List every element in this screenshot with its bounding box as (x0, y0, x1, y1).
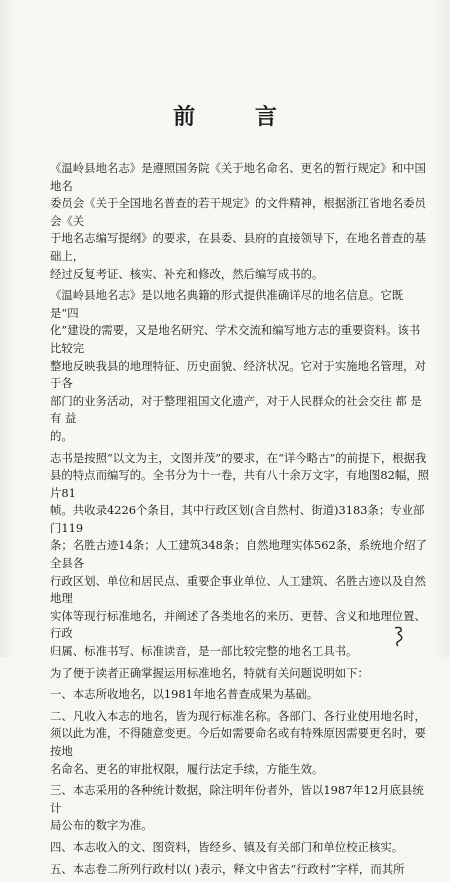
text-line: 于地名志编写提纲》的要求，在县委、县府的直接领导下，在地名普查的基础上， (50, 231, 426, 263)
text-line: 二、凡收入本志的地名，皆为现行标准名称。各部门、各行业使用地名时， (50, 708, 426, 723)
text-line: 五、本志卷二所列行政村以( )表示，释文中省去“行政村”字样，而其所 (50, 861, 405, 876)
text-line: 《温岭县地名志》是遵照国务院《关于地名命名、更名的暂行规定》和中国地名 (50, 161, 426, 193)
text-line: 化”建设的需要，又是地名研究、学术交流和编写地方志的重要资料。该书比较完 (50, 323, 421, 355)
text-line: 局公布的数字为准。 (50, 818, 153, 833)
text-line: 实体等现行标准地名，并阐述了各类地名的来历、更替、含义和地理位置、行政 (50, 608, 426, 641)
list-item (50, 861, 430, 879)
text-line: 一、本志所收地名，以1981年地名普查成果为基础。 (50, 687, 319, 702)
list-item (50, 686, 430, 704)
text-line: 的。 (50, 428, 73, 443)
list-item (50, 839, 430, 857)
text-line: 须以此为准，不得随意变更。今后如需要命名或有特殊原因需要更名时，要按地 (50, 726, 426, 758)
text-line: 帧。共收录4226个条目，其中行政区划(含自然村、街道)3183条；专业部门119 (50, 503, 425, 535)
text-line: 三、本志采用的各种统计数据，除注明年份者外，皆以1987年12月底县统计 (50, 783, 424, 815)
text-line: 经过反复考证、核实、补充和修改，然后编写成书的。 (50, 266, 324, 281)
page-title: 前 言 (173, 104, 303, 130)
paragraph (50, 160, 430, 283)
paragraph (50, 450, 430, 661)
text-line: 归属、标准书写、标准读音，是一部比较完整的地名工具书。 (50, 644, 358, 659)
handwritten-mark-icon (392, 625, 406, 647)
text-line: 部门的业务活动，对于整理祖国文化遗产，对于人民群众的社会交往 都 是 有 益 (50, 393, 422, 426)
text-line: 条；名胜古迹14条；人工建筑348条；自然地理实体562条，系统地介绍了全县各 (50, 538, 427, 571)
text-line: 县的特点而编写的。全书分为十一卷，共有八十余万文字，有地图82幅，照片81 (50, 468, 429, 500)
text-line: 《温岭县地名志》是以地名典籍的形式提供准确详尽的地名信息。它既是“四 (50, 288, 404, 320)
text-line: 志书是按照“以文为主，文图并茂”的要求，在“详今略古”的前提下，根据我 (50, 450, 427, 465)
text-line: 委员会《关于全国地名普查的若干规定》的文件精神，根据浙江省地名委员会《关 (50, 196, 426, 228)
paragraph (50, 665, 430, 683)
paragraph (50, 287, 430, 445)
list-item (50, 708, 430, 778)
text-line: 整地反映我县的地理特征、历史面貌、经济状况。它对于实施地名管理，对于各 (50, 358, 426, 391)
text-line: 行政区划、单位和居民点、重要企事业单位、人工建筑、名胜古迹以及自然地理 (50, 573, 426, 606)
text-line: 四、本志收入的文、图资料，皆经乡、镇及有关部门和单位校正核实。 (50, 839, 404, 854)
preface-body (50, 160, 430, 882)
list-item (50, 782, 430, 835)
text-line: 名命名、更名的审批权限，履行法定手续，方能生效。 (50, 761, 324, 776)
text-line: 为了便于读者正确掌握运用标准地名，特就有关问题说明如下： (50, 665, 369, 680)
